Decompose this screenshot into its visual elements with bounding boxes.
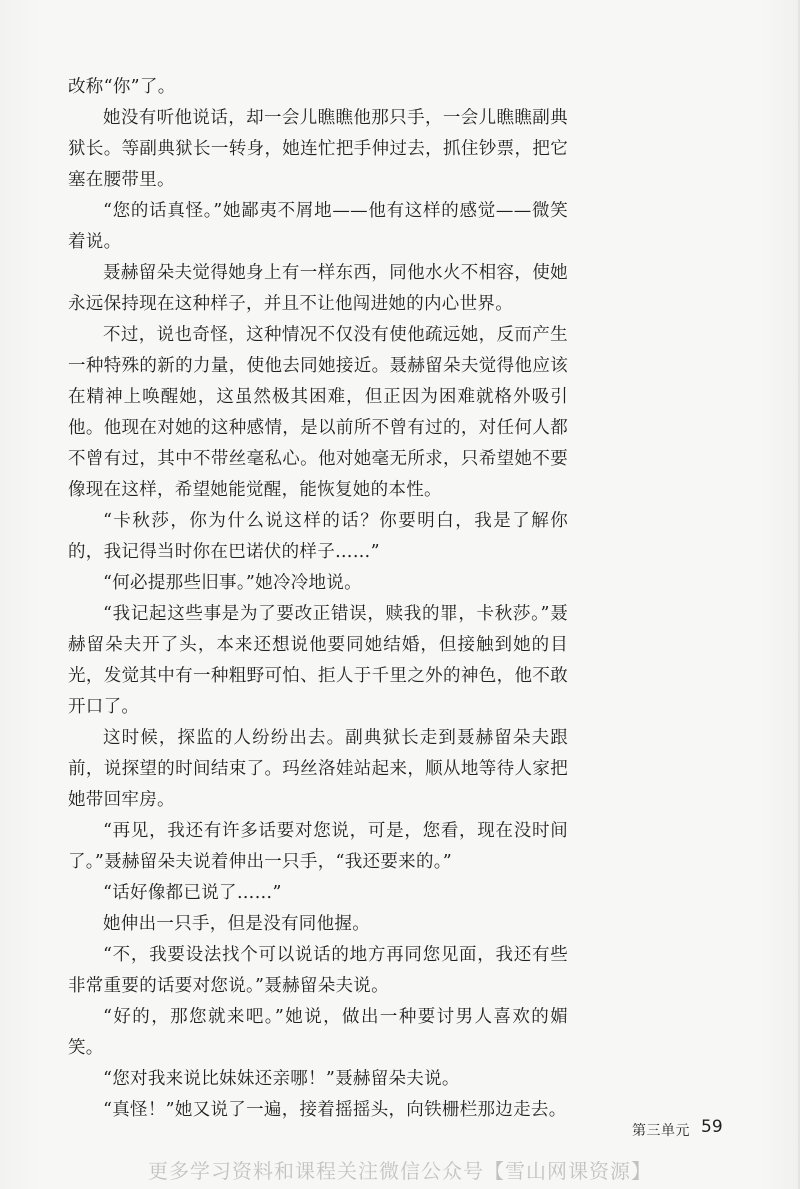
paragraph: “您的话真怪。”她鄙夷不屑地——他有这样的感觉——微笑着说。 [68, 201, 568, 252]
paragraph: 这时候，探监的人纷纷出去。副典狱长走到聂赫留朵夫跟前，说探望的时间结束了。玛丝洛娃站起来，顺从地等待人家把她带回牢房。 [68, 728, 568, 810]
paragraph: “话好像都已说了……” [103, 883, 282, 903]
paragraph: “好的，那您就来吧。”她说，做出一种要讨男人喜欢的媚笑。 [68, 1007, 568, 1058]
body-text [68, 72, 568, 1126]
page-number: 59 [701, 1117, 723, 1137]
paragraph: “不，我要设法找个可以说话的地方再同您见面，我还有些非常重要的话要对您说。”聂赫留朵夫说。 [68, 945, 568, 996]
paragraph: 聂赫留朵夫觉得她身上有一样东西，同他水火不相容，使她永远保持现在这种样子，并且不让他闯进她的内心世界。 [68, 263, 568, 314]
paragraph: “卡秋莎，你为什么说这样的话？你要明白，我是了解你的，我记得当时你在巴诺伏的样子……” [68, 511, 568, 562]
unit-label: 第三单元 [632, 1123, 690, 1139]
paragraph: 改称“你”了。 [68, 77, 176, 97]
paragraph: 不过，说也奇怪，这种情况不仅没有使他疏远她，反而产生一种特殊的新的力量，使他去同她接近。聂赫留朵夫觉得他应该在精神上唤醒她，这虽然极其困难，但正因为困难就格外吸引他。他现在对她的这种感情，是以前所不曾有过的，对任何人都不曾有过，其中不带丝毫私心。他对她毫无所求，只希望她不要像现在这样，希望她能觉醒，能恢复她的本性。 [68, 325, 568, 500]
paragraph: “何必提那些旧事。”她冷冷地说。 [103, 573, 362, 593]
paragraph: “我记起这些事是为了要改正错误，赎我的罪，卡秋莎。”聂赫留朵夫开了头，本来还想说他要同她结婚，但接触到她的目光，发觉其中有一种粗野可怕、拒人于千里之外的神色，他不敢开口了。 [68, 604, 568, 717]
paragraph: 她伸出一只手，但是没有同他握。 [103, 914, 370, 934]
paragraph: “再见，我还有许多话要对您说，可是，您看，现在没时间了。”聂赫留朵夫说着伸出一只手，“我还要来的。” [68, 821, 568, 872]
paragraph: 她没有听他说话，却一会儿瞧瞧他那只手，一会儿瞧瞧副典狱长。等副典狱长一转身，她连忙把手伸过去，抓住钞票，把它塞在腰带里。 [68, 108, 568, 190]
paragraph: “真怪！”她又说了一遍，接着摇摇头，向铁栅栏那边走去。 [103, 1100, 567, 1120]
paragraph: “您对我来说比妹妹还亲哪！”聂赫留朵夫说。 [103, 1069, 460, 1089]
watermark-text: 更多学习资料和课程关注微信公众号【雪山网课资源】 [148, 1159, 652, 1183]
